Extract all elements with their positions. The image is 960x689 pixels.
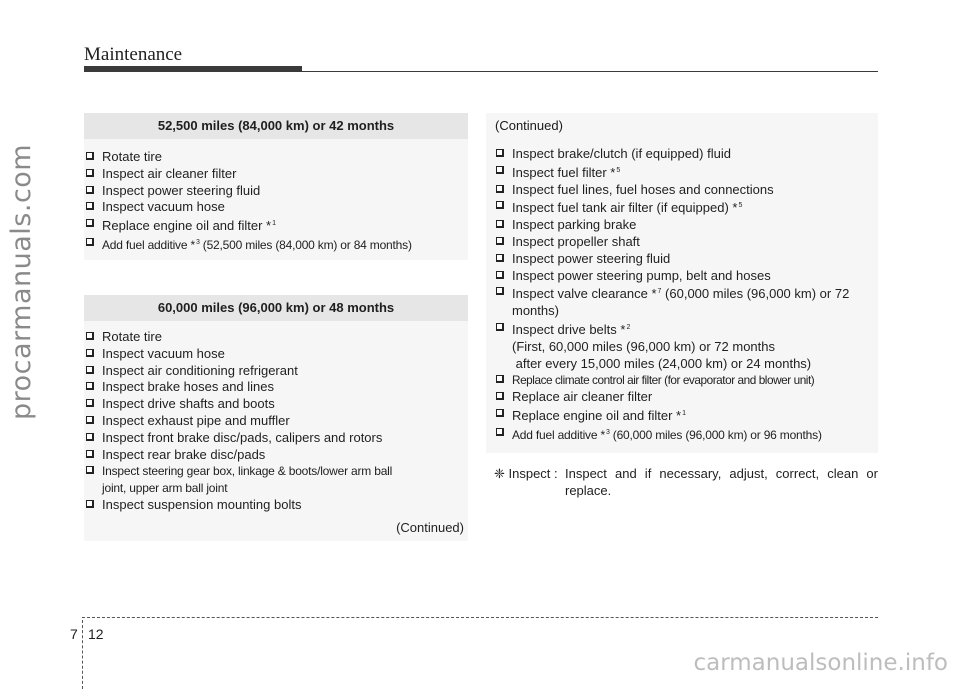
list-item: Inspect fuel tank air filter (if equipped) *$^5$ bbox=[494, 198, 878, 217]
list-item: Inspect valve clearance *$^7$ (60,000 miles (96,000 km) or 72 months) bbox=[494, 284, 878, 320]
list-item: Inspect steering gear box, linkage & boots/lower arm ball joint, upper arm ball joint bbox=[84, 463, 468, 497]
note-label: ❈ Inspect : bbox=[494, 466, 558, 481]
list-item: Inspect vacuum hose bbox=[84, 346, 468, 363]
header-rule-thick bbox=[84, 66, 302, 72]
header-rule-thin bbox=[302, 71, 878, 72]
list-item: Inspect drive belts *$^2$ (First, 60,000 miles (96,000 km) or 72 months after every 15,000 miles (24,000 km) or 24 months) bbox=[494, 320, 878, 372]
list-item: Inspect power steering pump, belt and hoses bbox=[494, 268, 878, 285]
schedule-box-52500 bbox=[84, 113, 468, 260]
footer-divider bbox=[82, 620, 84, 689]
note-text: Inspect and if necessary, adjust, correct, clean or replace. bbox=[565, 466, 878, 498]
schedule-box-continued bbox=[486, 113, 878, 453]
list-item: Inspect rear brake disc/pads bbox=[84, 447, 468, 464]
list-item: Inspect propeller shaft bbox=[494, 234, 878, 251]
schedule-box-60000 bbox=[84, 295, 468, 541]
list-item: Inspect power steering fluid bbox=[84, 183, 468, 200]
inspect-note bbox=[494, 465, 878, 516]
item-list bbox=[84, 321, 468, 514]
list-item: Inspect fuel filter *$^5$ bbox=[494, 163, 878, 182]
list-item: Inspect brake hoses and lines bbox=[84, 379, 468, 396]
list-item: Rotate tire bbox=[84, 329, 468, 346]
list-item: Inspect air cleaner filter bbox=[84, 166, 468, 183]
list-item: Inspect power steering fluid bbox=[494, 251, 878, 268]
continued-heading: (Continued) bbox=[495, 118, 563, 133]
chapter-number: 7 bbox=[70, 626, 78, 642]
list-item: Rotate tire bbox=[84, 149, 468, 166]
list-item: Inspect front brake disc/pads, calipers and rotors bbox=[84, 430, 468, 447]
list-item: Inspect air conditioning refrigerant bbox=[84, 363, 468, 380]
schedule-heading: 52,500 miles (84,000 km) or 42 months bbox=[84, 113, 468, 139]
list-item: Add fuel additive *$^3$ (60,000 miles (96,000 km) or 96 months) bbox=[494, 425, 878, 444]
list-item: Add fuel additive *$^3$ (52,500 miles (84,000 km) or 84 months) bbox=[84, 235, 468, 254]
list-item: Inspect suspension mounting bolts bbox=[84, 497, 468, 514]
list-item: Replace climate control air filter (for evaporator and blower unit) bbox=[494, 372, 878, 389]
list-item: Inspect fuel lines, fuel hoses and connections bbox=[494, 182, 878, 199]
item-list bbox=[486, 140, 878, 444]
list-item: Inspect exhaust pipe and muffler bbox=[84, 413, 468, 430]
bottom-watermark: carmanualsonline.info bbox=[693, 650, 948, 676]
footer-rule bbox=[82, 617, 878, 618]
side-watermark: procarmanuals.com bbox=[6, 143, 37, 420]
item-list bbox=[84, 139, 468, 254]
list-item: Replace engine oil and filter *$^1$ bbox=[494, 406, 878, 425]
list-item: Inspect vacuum hose bbox=[84, 199, 468, 216]
list-item: Inspect drive shafts and boots bbox=[84, 396, 468, 413]
list-item: Replace engine oil and filter *$^1$ bbox=[84, 216, 468, 235]
list-item: Replace air cleaner filter bbox=[494, 389, 878, 406]
page-number: 12 bbox=[88, 626, 104, 642]
schedule-heading: 60,000 miles (96,000 km) or 48 months bbox=[84, 295, 468, 321]
list-item: Inspect parking brake bbox=[494, 217, 878, 234]
page-title: Maintenance bbox=[84, 44, 183, 65]
continued-label: (Continued) bbox=[396, 519, 464, 535]
list-item: Inspect brake/clutch (if equipped) fluid bbox=[494, 146, 878, 163]
